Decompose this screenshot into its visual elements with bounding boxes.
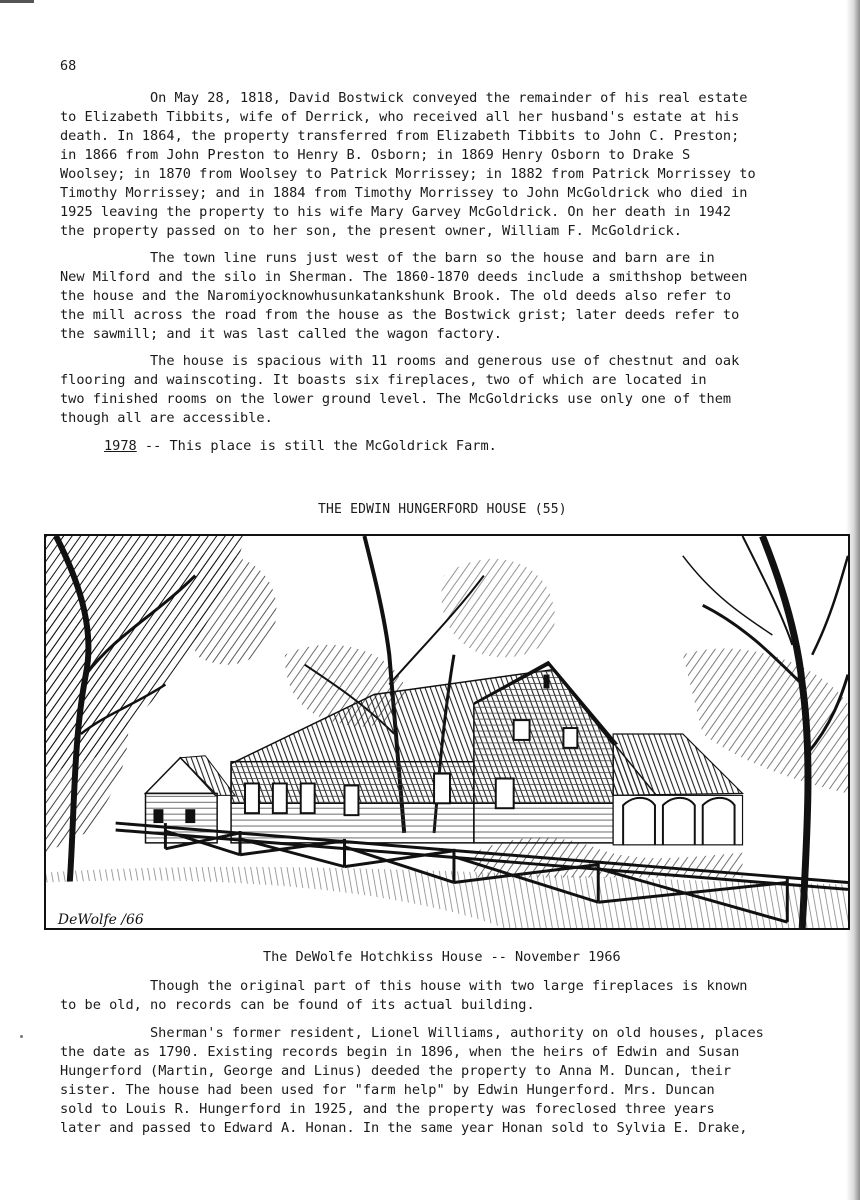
scan-edge-mark — [0, 0, 34, 3]
text-line: the date as 1790. Existing records begin in 1896, when the heirs of Edwin and Susan — [60, 1044, 740, 1060]
text-line: though all are accessible. — [60, 410, 273, 426]
text-line: two finished rooms on the lower ground level. The McGoldricks use only one of them — [60, 391, 732, 407]
text-line: Though the original part of this house with two large fireplaces is known — [150, 978, 748, 994]
text-line: Woolsey; in 1870 from Woolsey to Patrick Morrissey; in 1882 from Patrick Morrissey to — [60, 166, 756, 182]
text-line: The house is spacious with 11 rooms and generous use of chestnut and oak — [150, 353, 740, 369]
paragraph-house-description — [60, 352, 848, 428]
page-number: 68 — [60, 58, 77, 74]
note-text: -- This place is still the McGoldrick Farm. — [136, 438, 497, 454]
paragraph-property-history — [60, 89, 848, 241]
scan-speck — [20, 1035, 23, 1038]
paragraph-town-line — [60, 249, 848, 344]
text-line: death. In 1864, the property transferred from Elizabeth Tibbits to John C. Preston; — [60, 128, 740, 144]
text-line: The town line runs just west of the barn so the house and barn are in — [150, 250, 715, 266]
text-line: 1925 leaving the property to his wife Mary Garvey McGoldrick. On her death in 1942 — [60, 204, 732, 220]
text-line: in 1866 from John Preston to Henry B. Osborn; in 1869 Henry Osborn to Drake S — [60, 147, 691, 163]
text-line: later and passed to Edward A. Honan. In the same year Honan sold to Sylvia E. Drake, — [60, 1120, 748, 1136]
paragraph-original-part — [60, 977, 848, 1015]
note-1978 — [104, 437, 860, 456]
figure-caption: The DeWolfe Hotchkiss House -- November 1966 — [263, 949, 621, 965]
text-line: to be old, no records can be found of its actual building. — [60, 997, 535, 1013]
text-line: Hungerford (Martin, George and Linus) deeded the property to Anna M. Duncan, their — [60, 1063, 732, 1079]
house-illustration — [44, 534, 850, 930]
text-line: New Milford and the silo in Sherman. The 1860-1870 deeds include a smithshop between — [60, 269, 748, 285]
house-porch — [613, 734, 742, 845]
text-line: Sherman's former resident, Lionel Williams, authority on old houses, places — [150, 1025, 764, 1041]
text-line: sold to Louis R. Hungerford in 1925, and the property was foreclosed three years — [60, 1101, 715, 1117]
artist-signature: DeWolfe /66 — [57, 912, 144, 928]
text-line: to Elizabeth Tibbits, wife of Derrick, who received all her husband's estate at his — [60, 109, 740, 125]
text-line: the house and the Naromiyocknowhusunkatankshunk Brook. The old deeds also refer to — [60, 288, 732, 304]
text-line: Timothy Morrissey; and in 1884 from Timothy Morrissey to John McGoldrick who died in — [60, 185, 748, 201]
section-heading: THE EDWIN HUNGERFORD HOUSE (55) — [318, 502, 567, 517]
text-line: sister. The house had been used for "farm help" by Edwin Hungerford. Mrs. Duncan — [60, 1082, 715, 1098]
text-line: On May 28, 1818, David Bostwick conveyed the remainder of his real estate — [150, 90, 748, 106]
text-line: flooring and wainscoting. It boasts six fireplaces, two of which are located in — [60, 372, 707, 388]
note-year: 1978 — [104, 438, 137, 454]
text-line: the property passed on to her son, the present owner, William F. McGoldrick. — [60, 223, 682, 239]
pen-sketch — [46, 536, 848, 928]
paragraph-records — [60, 1024, 848, 1138]
text-line: the mill across the road from the house as the Bostwick grist; later deeds refer to — [60, 307, 740, 323]
text-line: the sawmill; and it was last called the wagon factory. — [60, 326, 502, 342]
